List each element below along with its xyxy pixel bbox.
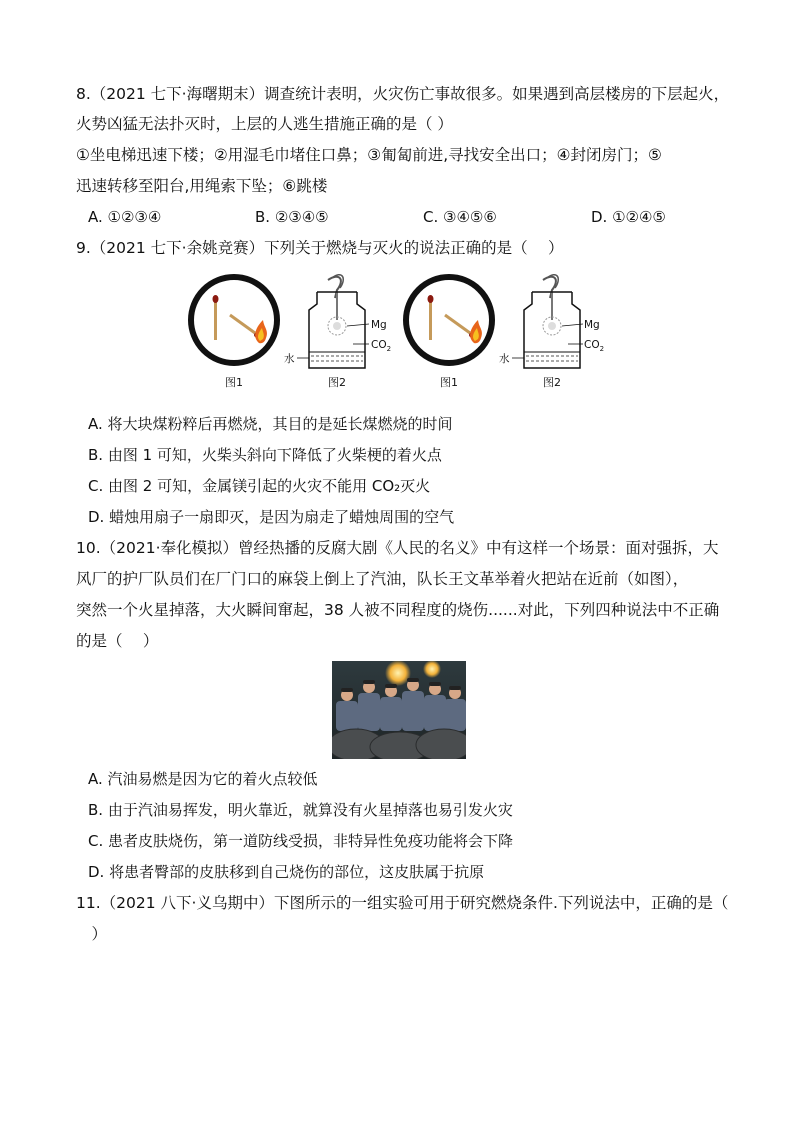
figure-1-match-circle-repeat bbox=[406, 277, 492, 363]
q9-option-b: B. 由图 1 可知，火柴头斜向下降低了火柴梗的着火点 bbox=[88, 446, 442, 464]
q11-stem-line-1: 11.（2021 八下·义乌期中）下图所示的一组实验可用于研究燃烧条件.下列说法中，正确的是（ bbox=[76, 894, 729, 912]
q8-option-a: A. ①②③④ bbox=[88, 208, 162, 226]
figure-1-caption-left: 图1 bbox=[225, 376, 243, 389]
q10-stem-line-4: 的是（ ） bbox=[76, 632, 159, 650]
q8-stem-line-4: 迅速转移至阳台,用绳索下坠；⑥跳楼 bbox=[76, 177, 328, 195]
figure-2-jar-left bbox=[297, 275, 369, 368]
mg-label-left: Mg bbox=[371, 319, 387, 331]
co2-label-left: $CO_2$ bbox=[371, 339, 392, 353]
q10-option-b: B. 由于汽油易挥发，明火靠近，就算没有火星掉落也易引发火灾 bbox=[88, 801, 513, 819]
q10-photo-scene bbox=[332, 661, 466, 759]
q8-stem-line-3: ①坐电梯迅速下楼；②用湿毛巾堵住口鼻；③匍匐前进,寻找安全出口；④封闭房门；⑤ bbox=[76, 146, 662, 164]
q9-option-a: A. 将大块煤粉粹后再燃烧，其目的是延长煤燃烧的时间 bbox=[88, 415, 453, 433]
q10-option-a: A. 汽油易燃是因为它的着火点较低 bbox=[88, 770, 318, 788]
q10-option-d: D. 将患者臀部的皮肤移到自己烧伤的部位，这皮肤属于抗原 bbox=[88, 863, 485, 881]
q10-option-c: C. 患者皮肤烧伤，第一道防线受损，非特异性免疫功能将会下降 bbox=[88, 832, 514, 850]
q8-option-d: D. ①②④⑤ bbox=[591, 208, 666, 226]
q8-stem-line-2: 火势凶猛无法扑灭时，上层的人逃生措施正确的是（ ） bbox=[76, 115, 453, 133]
q8-option-c: C. ③④⑤⑥ bbox=[423, 208, 497, 226]
q10-stem-line-1: 10.（2021·奉化模拟）曾经热播的反腐大剧《人民的名义》中有这样一个场景：面对强拆，大 bbox=[76, 539, 719, 557]
water-label-right: 水 bbox=[499, 353, 510, 365]
water-label-left: 水 bbox=[284, 353, 295, 365]
q9-stem-line-1: 9.（2021 七下·余姚竞赛）下列关于燃烧与灭火的说法正确的是（ ） bbox=[76, 239, 564, 257]
q11-stem-line-2: ） bbox=[76, 925, 108, 943]
q10-stem-line-3: 突然一个火星掉落，大火瞬间窜起，38 人被不同程度的烧伤......对此，下列四种说法中不正确 bbox=[76, 601, 720, 619]
q9-figure bbox=[185, 268, 615, 396]
q9-option-c: C. 由图 2 可知，金属镁引起的火灾不能用 CO₂灭火 bbox=[88, 477, 431, 495]
q8-option-b: B. ②③④⑤ bbox=[255, 208, 329, 226]
figure-2-caption-left: 图2 bbox=[328, 376, 346, 389]
q9-option-d: D. 蜡烛用扇子一扇即灭，是因为扇走了蜡烛周围的空气 bbox=[88, 508, 455, 526]
figure-2-jar-right bbox=[512, 275, 583, 368]
q10-stem-line-2: 风厂的护厂队员们在厂门口的麻袋上倒上了汽油，队长王文革举着火把站在近前（如图）， bbox=[76, 570, 689, 588]
mg-label-right: Mg bbox=[584, 319, 600, 331]
figure-1-caption-right: 图1 bbox=[440, 376, 458, 389]
q8-stem-line-1: 8.（2021 七下·海曙期末）调查统计表明，火灾伤亡事故很多。如果遇到高层楼房的下层起火， bbox=[76, 85, 730, 103]
co2-label-right: $CO_2$ bbox=[584, 339, 605, 353]
figure-1-match-circle bbox=[191, 277, 277, 363]
figure-2-caption-right: 图2 bbox=[543, 376, 561, 389]
